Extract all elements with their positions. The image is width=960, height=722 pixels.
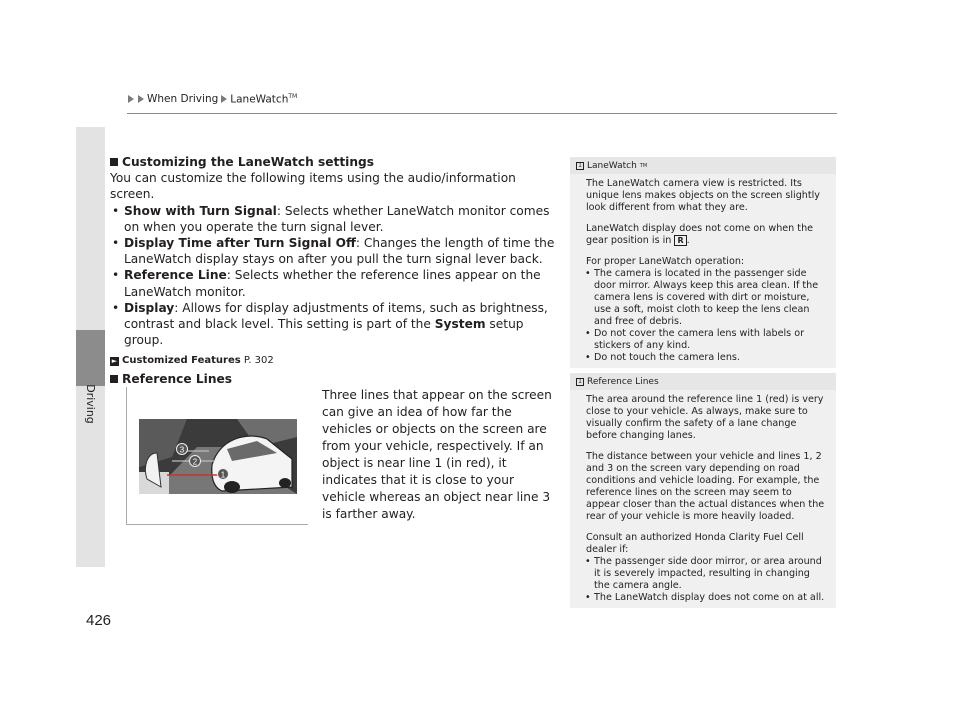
- list-item: • Show with Turn Signal: Selects whether LaneWatch monitor comes on when you operate the turn signal lever.: [110, 203, 560, 235]
- arrow-right-icon: ►: [111, 357, 118, 366]
- note-bullet: • The camera is located in the passenger side door mirror. Always keep this area clean. If the camera lens is covered with dirt or moisture, use a soft, moist cloth to keep the lens clean and free of debris.: [586, 268, 828, 328]
- page-number: 426: [86, 612, 112, 629]
- gear-r-icon: R: [674, 235, 686, 246]
- note-paragraph: The distance between your vehicle and lines 1, 2 and 3 on the screen vary depending on road conditions and vehicle loading. For example, the reference lines on the screen may seem to appear closer than the actual distances when the rear of your vehicle is more heavily loaded.: [586, 451, 825, 522]
- section-intro: You can customize the following items using the audio/information screen.: [110, 171, 516, 202]
- section-heading: Customizing the LaneWatch settings: [110, 154, 560, 170]
- list-item: • Display Time after Turn Signal Off: Changes the length of time the LaneWatch display stays on after you pull the turn signal lever back.: [110, 235, 560, 267]
- square-bullet-icon: [110, 158, 118, 166]
- section-customizing: [110, 154, 560, 370]
- note-paragraph: The LaneWatch camera view is restricted. Its unique lens makes objects on the screen slightly look different from what they are.: [586, 178, 820, 213]
- note-lanewatch: [570, 157, 836, 368]
- note-title: 1 Reference Lines: [570, 373, 836, 390]
- chevron-right-icon: [221, 95, 227, 103]
- svg-text:1: 1: [220, 470, 226, 480]
- section-reference-lines-heading: Reference Lines: [110, 371, 560, 387]
- breadcrumb-item-when-driving[interactable]: When Driving: [147, 93, 219, 106]
- note-marker-icon: 1: [576, 378, 584, 386]
- note-reference-lines: [570, 373, 836, 608]
- list-item: • Display: Allows for display adjustments of items, such as brightness, contrast and black level. This setting is part of the System setup group.: [110, 300, 560, 349]
- note-paragraph: Consult an authorized Honda Clarity Fuel Cell dealer if:: [586, 532, 804, 555]
- svg-text:2: 2: [192, 457, 198, 467]
- square-bullet-icon: [110, 375, 118, 383]
- note-marker-icon: 1: [576, 162, 584, 170]
- chapter-label: Driving: [84, 384, 97, 424]
- reference-lines-text: Three lines that appear on the screen can give an idea of how far the vehicles or objects on the screen are from your vehicle, respectively. If an object is near line 1 (in red), it indicates that it is close to your vehicle whereas an object near line 3 is farther away.: [322, 388, 552, 521]
- header-rule: [127, 113, 837, 114]
- camera-view-illustration: [127, 387, 308, 524]
- breadcrumb-item-lanewatch[interactable]: LaneWatch™: [230, 93, 298, 106]
- lanewatch-camera-figure: [126, 387, 308, 525]
- note-paragraph: The area around the reference line 1 (red) is very close to your vehicle. As always, make sure to visually confirm the safety of a lane change before changing lanes.: [586, 394, 824, 441]
- cross-reference-link[interactable]: ► Customized Features P. 302: [111, 355, 274, 367]
- note-bullet: • The LaneWatch display does not come on at all.: [586, 592, 828, 604]
- svg-text:3: 3: [179, 445, 185, 455]
- note-bullet: • Do not touch the camera lens.: [586, 352, 828, 364]
- breadcrumb: [127, 93, 297, 106]
- list-item: • Reference Line: Selects whether the reference lines appear on the LaneWatch monitor.: [110, 267, 560, 299]
- note-title: 1 LaneWatch TM: [570, 157, 836, 174]
- note-paragraph: For proper LaneWatch operation:: [586, 256, 745, 267]
- chevron-right-icon: [128, 95, 134, 103]
- note-paragraph: LaneWatch display does not come on when the gear position is in R .: [586, 223, 814, 246]
- note-bullet: • Do not cover the camera lens with labels or stickers of any kind.: [586, 328, 828, 352]
- chevron-right-icon: [138, 95, 144, 103]
- note-bullet: • The passenger side door mirror, or area around it is severely impacted, resulting in changing the camera angle.: [586, 556, 828, 592]
